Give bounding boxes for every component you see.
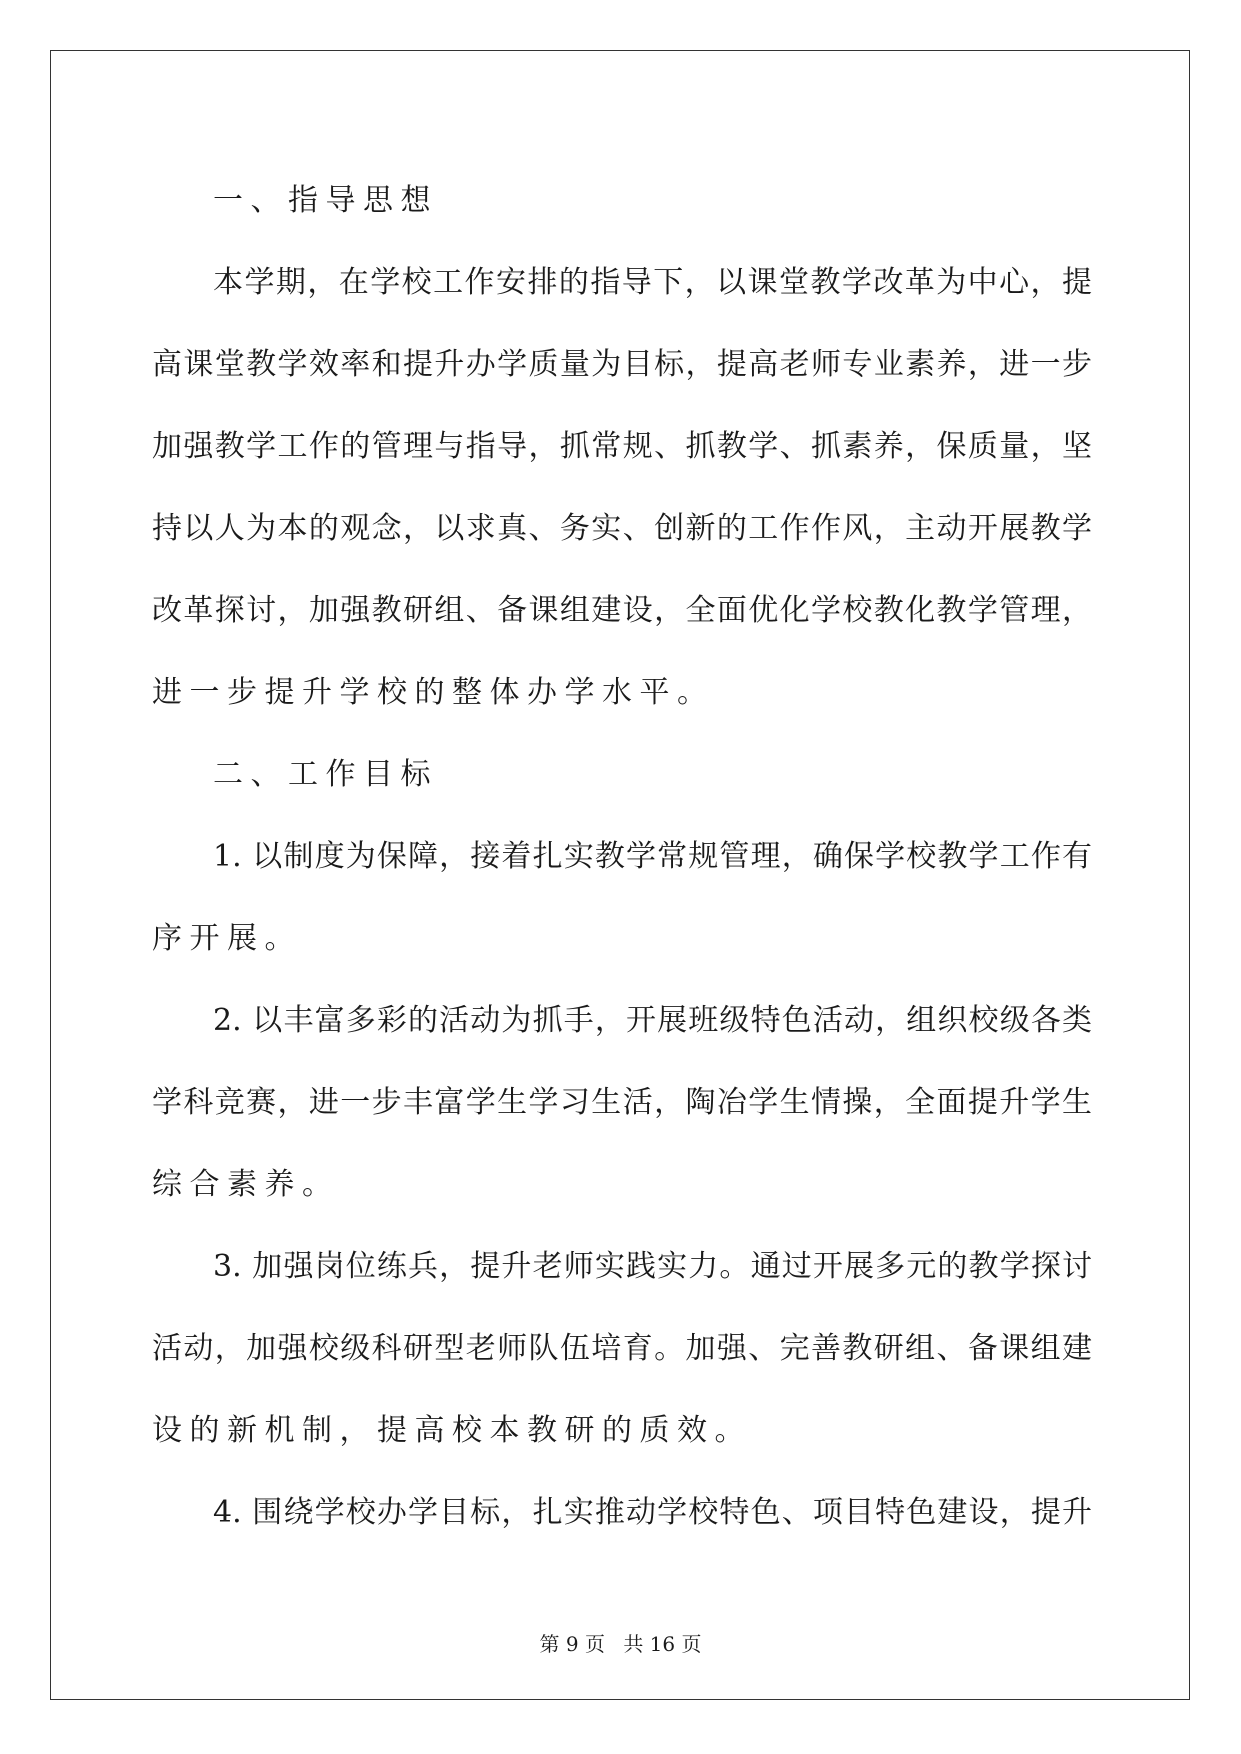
page-total: 共 16 页 bbox=[623, 1632, 702, 1656]
heading-work-goals: 二、工作目标 bbox=[213, 757, 438, 792]
list-item-line: 3. 加强岗位练兵，提升老师实践实力。通过开展多元的教学探讨 bbox=[213, 1249, 1092, 1284]
list-item-line: 活动，加强校级科研型老师队伍培育。加强、完善教研组、备课组建 bbox=[152, 1331, 1092, 1366]
paragraph-line: 进一步提升学校的整体办学水平。 bbox=[152, 675, 715, 710]
list-item-line: 序开展。 bbox=[152, 921, 302, 956]
paragraph-line: 本学期，在学校工作安排的指导下，以课堂教学改革为中心，提 bbox=[213, 265, 1092, 300]
paragraph-line: 改革探讨，加强教研组、备课组建设，全面优化学校教化教学管理， bbox=[152, 593, 1092, 628]
document-body bbox=[152, 160, 1092, 1554]
list-item-line: 2. 以丰富多彩的活动为抓手，开展班级特色活动，组织校级各类 bbox=[213, 1003, 1092, 1038]
page-footer bbox=[0, 1628, 1241, 1657]
list-item-line: 综合素养。 bbox=[152, 1167, 340, 1202]
list-item-line: 1. 以制度为保障，接着扎实教学常规管理，确保学校教学工作有 bbox=[213, 839, 1092, 874]
heading-guiding-ideology: 一、指导思想 bbox=[213, 183, 438, 218]
paragraph-line: 加强教学工作的管理与指导，抓常规、抓教学、抓素养，保质量，坚 bbox=[152, 429, 1092, 464]
paragraph-line: 高课堂教学效率和提升办学质量为目标，提高老师专业素养，进一步 bbox=[152, 347, 1092, 382]
page-number: 第 9 页 bbox=[539, 1632, 605, 1656]
list-item-line: 4. 围绕学校办学目标，扎实推动学校特色、项目特色建设，提升 bbox=[213, 1495, 1092, 1530]
paragraph-line: 持以人为本的观念，以求真、务实、创新的工作作风，主动开展教学 bbox=[152, 511, 1092, 546]
list-item-line: 学科竞赛，进一步丰富学生学习生活，陶冶学生情操，全面提升学生 bbox=[152, 1085, 1092, 1120]
list-item-line: 设的新机制，提高校本教研的质效。 bbox=[152, 1413, 752, 1448]
